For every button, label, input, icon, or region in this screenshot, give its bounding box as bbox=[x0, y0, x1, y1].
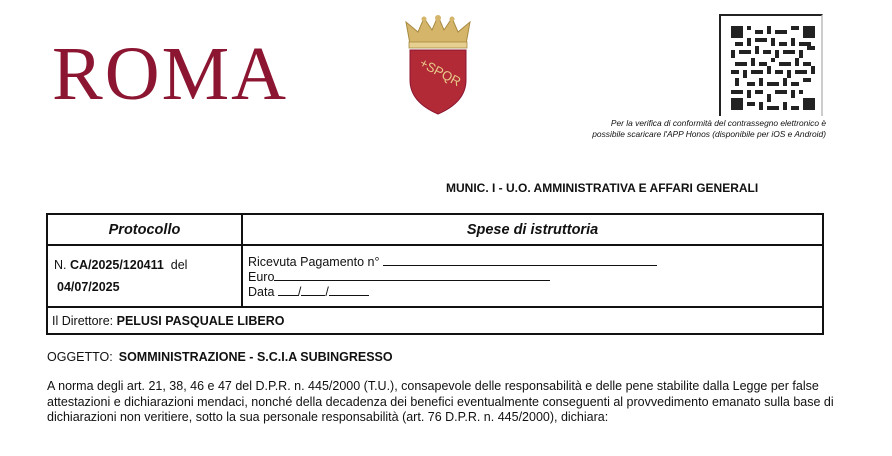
qr-verification-note: Per la verifica di conformità del contrassegno elettronico è possibile scaricare l'APP Honos (disponibile per iOS e Android) bbox=[592, 118, 826, 139]
roma-logo: ROMA bbox=[52, 32, 289, 116]
date-day-field[interactable] bbox=[278, 284, 298, 296]
svg-text:+SPQR: +SPQR bbox=[417, 55, 464, 90]
euro-amount-field[interactable] bbox=[274, 269, 550, 281]
date-separator: / bbox=[325, 284, 329, 299]
date-separator: / bbox=[297, 284, 302, 299]
protocol-number: CA/2025/120411 bbox=[69, 258, 164, 272]
protocol-date: 04/07/2025 bbox=[57, 280, 120, 294]
subject-line bbox=[47, 350, 393, 364]
receipt-label: Ricevuta Pagamento n° bbox=[248, 254, 380, 269]
date-year-field[interactable] bbox=[329, 284, 369, 296]
fees-header: Spese di istruttoria bbox=[242, 214, 823, 245]
protocol-prefix: N. bbox=[54, 258, 67, 272]
qr-code-icon bbox=[731, 26, 815, 110]
office-heading: MUNIC. I - U.O. AMMINISTRATIVA E AFFARI GENERALI bbox=[446, 181, 759, 195]
date-label: Data bbox=[248, 284, 275, 299]
qr-code-frame bbox=[719, 14, 823, 116]
subject-value: SOMMINISTRAZIONE - S.C.I.A SUBINGRESSO bbox=[118, 350, 393, 364]
subject-label: OGGETTO: bbox=[47, 350, 113, 364]
declaration-paragraph: A norma degli art. 21, 38, 46 e 47 del D.P.R. n. 445/2000 (T.U.), consapevole delle responsabilità e delle pene stabilite dalla Legge per false attestazioni e dichiarazioni mendaci, nonché della decadenza dei benefici eventualmente conseguenti al provvedimento emanato sulla base di dichiarazioni non veritiere, sotto la sua personale responsabilità (art. 76 D.P.R. n. 445/2000), dichiara: bbox=[47, 379, 834, 425]
director-name: PELUSI PASQUALE LIBERO bbox=[116, 313, 285, 328]
director-row bbox=[47, 307, 823, 334]
date-month-field[interactable] bbox=[301, 284, 325, 296]
receipt-number-field[interactable] bbox=[383, 254, 657, 266]
protocol-table bbox=[46, 213, 824, 335]
roma-crest-icon bbox=[400, 14, 476, 116]
protocol-number-cell bbox=[47, 245, 242, 307]
payment-cell bbox=[242, 245, 823, 307]
euro-label: Euro bbox=[248, 269, 275, 284]
protocol-header: Protocollo bbox=[47, 214, 242, 245]
protocol-del: del bbox=[170, 258, 188, 272]
director-label: Il Direttore: bbox=[52, 313, 114, 328]
